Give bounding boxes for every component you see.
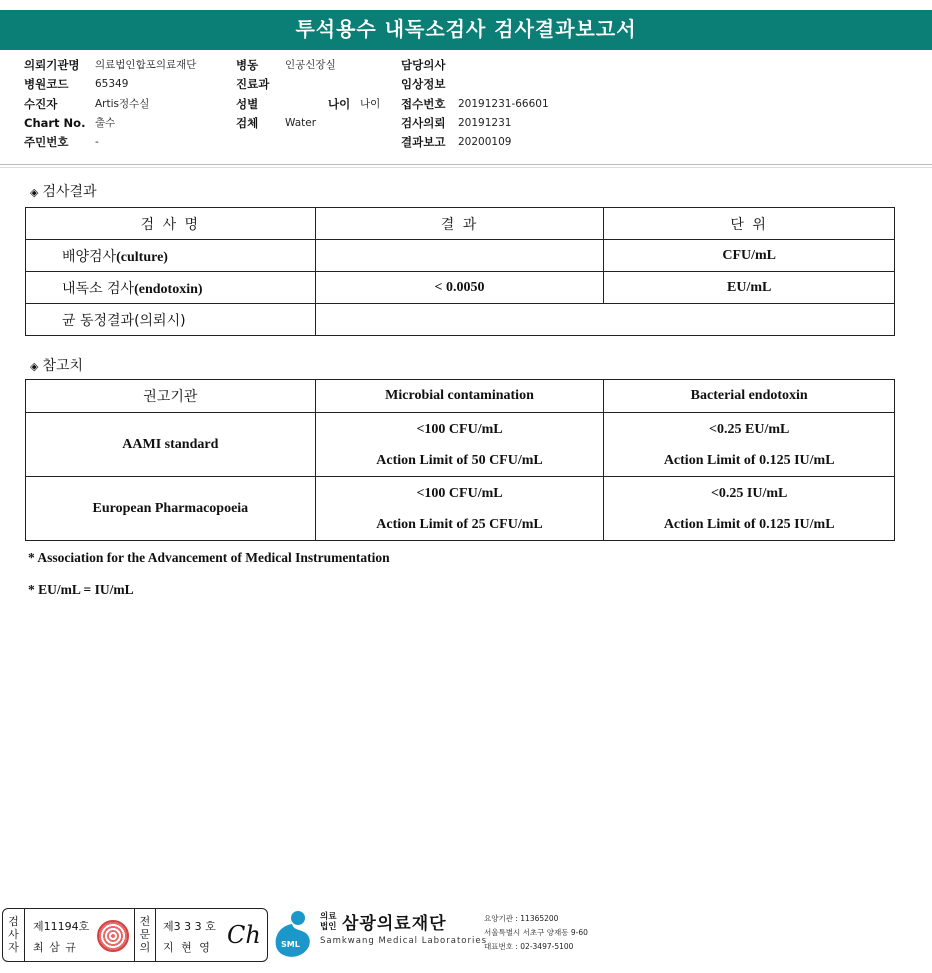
info-label: 검사의뢰 — [401, 115, 446, 130]
test-name-culture: 배양검사(culture) — [26, 240, 316, 272]
microbial-limits-ep: <100 CFU/mL Action Limit of 25 CFU/mL — [315, 477, 604, 541]
test-name-identification: 균 동정결과(의뢰시) — [26, 304, 316, 336]
diamond-bullet-icon: ◈ — [30, 186, 39, 199]
reference-heading — [30, 355, 83, 375]
corp-name-en: Samkwang Medical Laboratories — [320, 936, 488, 946]
reference-heading-text: 참고치 — [42, 358, 84, 374]
header-microbial: Microbial contamination — [315, 380, 604, 413]
footnote-aami: * Association for the Advancement of Medical Instrumentation — [28, 550, 390, 565]
header-endotoxin: Bacterial endotoxin — [604, 380, 895, 413]
info-column-2 — [236, 56, 396, 133]
info-value: Artis정수실 — [95, 97, 150, 110]
info-label: 담당의사 — [401, 58, 446, 72]
institution-code: 요양기관 : 11365200 — [484, 914, 559, 923]
table-row — [26, 240, 895, 272]
endotoxin-limits-aami: <0.25 EU/mL Action Limit of 0.125 IU/mL — [604, 413, 895, 477]
corp-name: 삼광의료재단 — [342, 914, 447, 934]
result-culture — [315, 240, 604, 272]
header-test-name: 검 사 명 — [26, 208, 316, 240]
org-european-pharmacopoeia: European Pharmacopoeia — [26, 477, 316, 541]
sml-logo-icon — [272, 910, 314, 958]
unit-endotoxin: EU/mL — [604, 272, 895, 304]
results-heading — [30, 181, 97, 201]
info-row — [401, 133, 601, 152]
examiner-license-no: 제11194호 — [33, 920, 90, 933]
header-result: 결 과 — [315, 208, 604, 240]
header-unit: 단 위 — [604, 208, 895, 240]
result-endotoxin: < 0.0050 — [315, 272, 604, 304]
info-label: Chart No. — [24, 115, 86, 130]
info-row — [24, 133, 224, 152]
info-value: 인공신장실 — [285, 59, 336, 71]
section-divider — [0, 164, 932, 165]
info-row — [401, 56, 601, 75]
table-row — [26, 477, 895, 541]
report-title: 투석용수 내독소검사 검사결과보고서 — [0, 10, 932, 48]
info-row — [236, 114, 396, 133]
corp-prefix: 의료 법인 — [320, 912, 337, 932]
corp-phone: 대표번호 : 02-3497-5100 — [484, 942, 574, 951]
info-row — [24, 56, 224, 75]
table-row — [26, 304, 895, 336]
info-label: 임상정보 — [401, 77, 446, 92]
results-heading-text: 검사결과 — [42, 184, 97, 200]
result-identification — [315, 304, 894, 336]
info-row — [401, 95, 601, 114]
reference-table — [25, 379, 895, 541]
signature-box — [2, 908, 268, 962]
org-aami: AAMI standard — [26, 413, 316, 477]
info-row — [401, 114, 601, 133]
seal-stamp-icon — [97, 920, 129, 952]
table-row — [26, 413, 895, 477]
table-row — [26, 272, 895, 304]
info-value: 20200109 — [458, 136, 512, 149]
info-value: - — [95, 136, 99, 149]
diamond-bullet-icon: ◈ — [30, 360, 39, 373]
inspector-label: 전문의 — [134, 909, 156, 961]
info-column-3 — [401, 56, 601, 152]
corp-address: 서울특별시 서초구 양재동 9-60 — [484, 928, 588, 937]
info-row — [24, 95, 224, 114]
svg-text:SML: SML — [281, 940, 300, 949]
info-label: 접수번호 — [401, 96, 446, 111]
unit-culture: CFU/mL — [604, 240, 895, 272]
info-row — [24, 114, 224, 133]
info-label: 수진자 — [24, 96, 58, 111]
info-value: 20191231 — [458, 116, 512, 129]
age-label: 나이 — [328, 96, 351, 111]
info-value: 65349 — [95, 78, 129, 91]
microbial-limits-aami: <100 CFU/mL Action Limit of 50 CFU/mL — [315, 413, 604, 477]
info-row — [236, 56, 396, 75]
info-row — [236, 75, 396, 94]
info-label: 의뢰기관명 — [24, 58, 80, 72]
info-row — [24, 75, 224, 94]
examiner-label: 검사자 — [3, 909, 25, 961]
info-label: 병동 — [236, 58, 259, 72]
info-label: 결과보고 — [401, 135, 446, 150]
test-name-endotoxin: 내독소 검사(endotoxin) — [26, 272, 316, 304]
results-table — [25, 207, 895, 336]
info-column-1 — [24, 56, 224, 152]
info-value: Water — [285, 116, 317, 129]
section-divider — [0, 167, 932, 168]
endotoxin-limits-ep: <0.25 IU/mL Action Limit of 0.125 IU/mL — [604, 477, 895, 541]
info-label: 병원코드 — [24, 77, 69, 92]
info-row — [401, 75, 601, 94]
inspector-name: 지 현 영 — [163, 941, 212, 954]
info-label: 성별 — [236, 96, 259, 111]
results-header-row — [26, 208, 895, 240]
age-value: 나이 — [360, 97, 381, 110]
header-organization: 권고기관 — [26, 380, 316, 413]
handwritten-signature: Ch — [227, 921, 261, 949]
info-row — [236, 95, 396, 114]
info-value: 20191231-66601 — [458, 97, 549, 110]
info-value: 출수 — [95, 116, 116, 129]
title-underline — [0, 48, 932, 50]
info-value: 의료법인합포의료재단 — [95, 59, 197, 71]
footnote-units: * EU/mL = IU/mL — [28, 582, 134, 597]
info-label: 주민번호 — [24, 135, 69, 150]
info-label: 진료과 — [236, 77, 270, 92]
examiner-name: 최 삼 규 — [33, 941, 77, 954]
reference-header-row — [26, 380, 895, 413]
inspector-license-no: 제3 3 3 호 — [163, 920, 216, 933]
corp-contact-info — [484, 912, 588, 954]
info-label: 검체 — [236, 115, 259, 130]
